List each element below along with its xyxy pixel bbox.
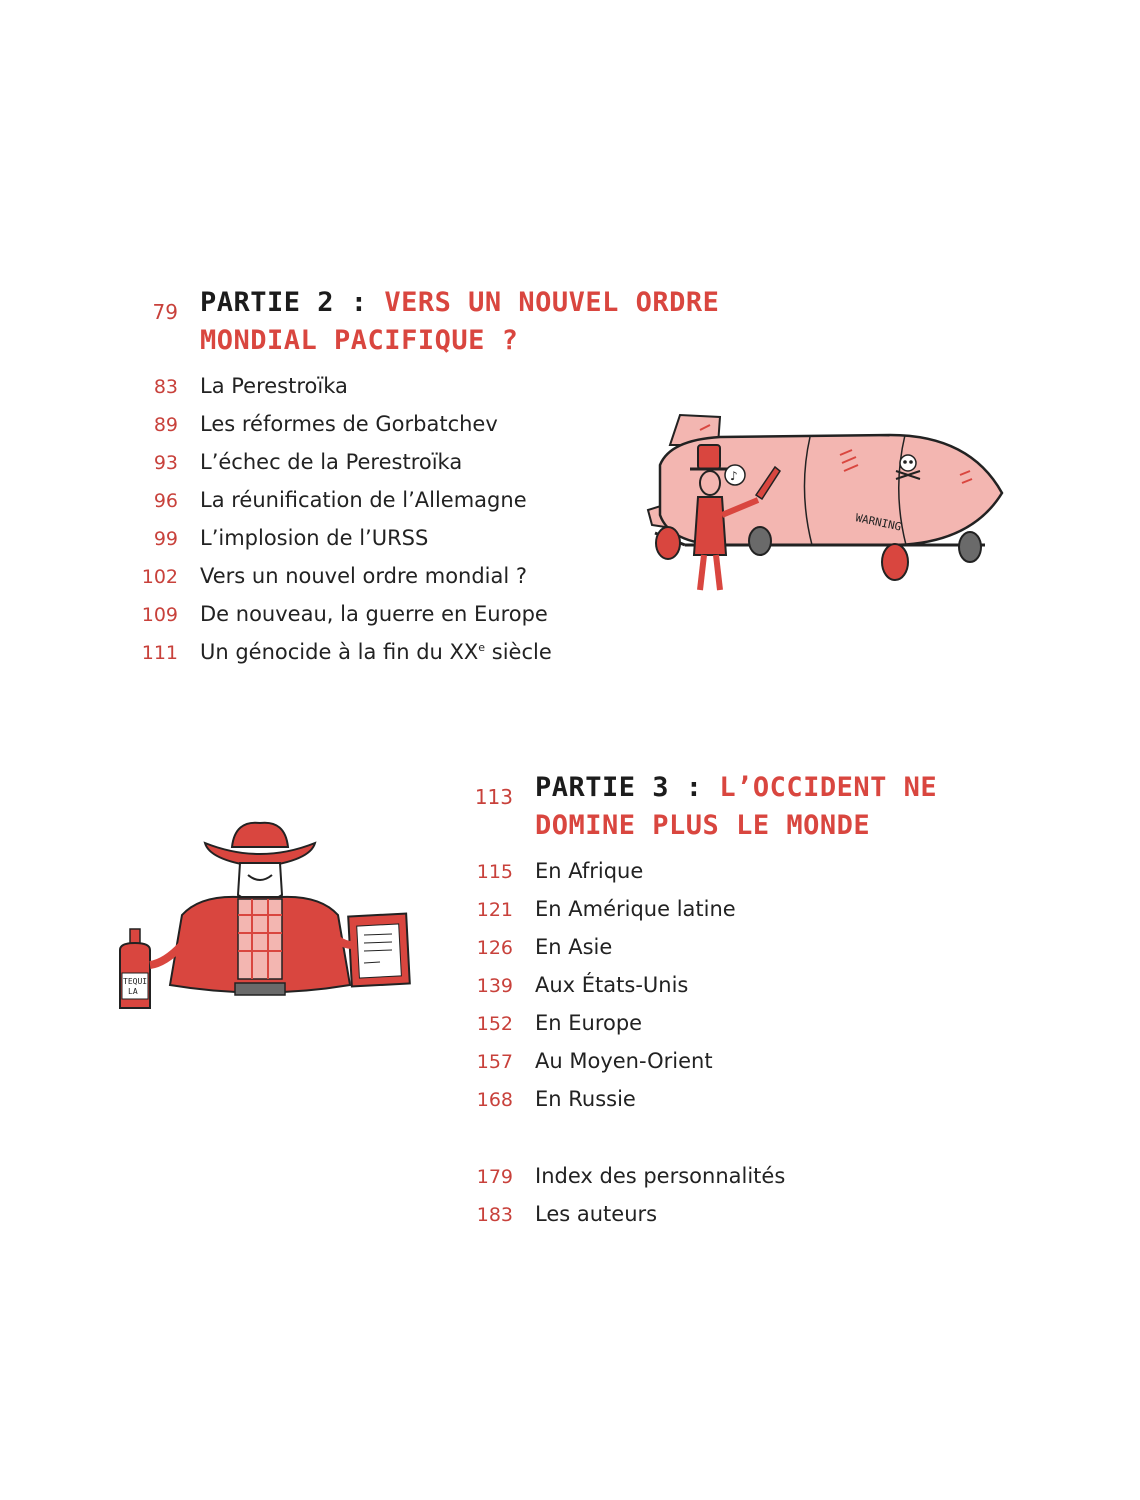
toc-entry[interactable]: [465, 893, 985, 931]
entry-page-number: 109: [141, 604, 178, 626]
toc-entry[interactable]: [465, 1198, 985, 1236]
toc-entry[interactable]: [465, 931, 985, 969]
cowboy-illustration: [110, 815, 420, 1020]
entry-title-text-end: siècle: [485, 640, 552, 664]
part-2-title: [200, 284, 760, 360]
appendix-entries: [465, 1160, 985, 1236]
part-2-heading: [130, 287, 720, 370]
entry-title-text: Un génocide à la fin du XX: [200, 640, 479, 664]
entry-page-number: 89: [153, 414, 178, 436]
entry-page-number: 115: [476, 861, 513, 883]
entry-title: En Asie: [535, 935, 613, 959]
part-3-separator: :: [669, 772, 720, 803]
entry-page-number: 83: [153, 376, 178, 398]
part-2-separator: :: [334, 287, 385, 318]
part-3-heading: [465, 772, 985, 855]
part-2-page-number: 79: [152, 300, 178, 324]
toc-entry[interactable]: [465, 969, 985, 1007]
toc-entry[interactable]: [130, 598, 650, 636]
entry-page-number: 152: [476, 1013, 513, 1035]
toc-entry[interactable]: [465, 1045, 985, 1083]
tequila-bottle: [120, 929, 150, 1008]
part-3-entries: [465, 855, 985, 1121]
entry-title: Index des personnalités: [535, 1164, 786, 1188]
toc-entry[interactable]: [130, 560, 650, 598]
part-3-label: PARTIE 3: [535, 772, 670, 803]
entry-title: La Perestroïka: [200, 374, 348, 398]
bottle-label-top: TEQUI: [123, 977, 148, 986]
entry-title: En Afrique: [535, 859, 644, 883]
entry-page-number: 93: [153, 452, 178, 474]
entry-title: En Amérique latine: [535, 897, 736, 921]
entry-title: Les réformes de Gorbatchev: [200, 412, 498, 436]
part-3-page-number: 113: [474, 785, 513, 809]
entry-title: La réunification de l’Allemagne: [200, 488, 527, 512]
toc-entry[interactable]: [130, 522, 650, 560]
entry-page-number: 157: [476, 1051, 513, 1073]
part-3-section: [465, 772, 985, 1121]
part-2-label: PARTIE 2: [200, 287, 335, 318]
entry-page-number: 139: [476, 975, 513, 997]
clipboard: [348, 914, 410, 987]
toc-entry[interactable]: [130, 446, 650, 484]
part-2-entries: [130, 370, 650, 674]
entry-page-number: 168: [476, 1089, 513, 1111]
entry-title: Au Moyen-Orient: [535, 1049, 713, 1073]
entry-title: De nouveau, la guerre en Europe: [200, 602, 548, 626]
part-2-subtitle: VERS UN NOUVEL ORDRE MONDIAL PACIFIQUE ?: [200, 287, 720, 356]
entry-title: Aux États-Unis: [535, 973, 689, 997]
entry-page-number: 121: [476, 899, 513, 921]
entry-title-superscript: e: [478, 641, 486, 654]
toc-entry[interactable]: [465, 1083, 985, 1121]
entry-title: Vers un nouvel ordre mondial ?: [200, 564, 528, 588]
part-3-title: [535, 769, 965, 845]
toc-entry[interactable]: [130, 484, 650, 522]
missile-illustration: [640, 405, 1015, 600]
entry-page-number: 102: [141, 566, 178, 588]
svg-text:♪: ♪: [730, 469, 738, 483]
toc-entry[interactable]: [130, 370, 650, 408]
entry-title: En Russie: [535, 1087, 636, 1111]
toc-entry[interactable]: [465, 1007, 985, 1045]
entry-title: L’échec de la Perestroïka: [200, 450, 463, 474]
toc-entry[interactable]: [465, 855, 985, 893]
part-3-subtitle: L’OCCIDENT NE DOMINE PLUS LE MONDE: [535, 772, 938, 841]
entry-page-number: 179: [476, 1166, 513, 1188]
toc-entry[interactable]: [130, 408, 650, 446]
appendix-section: [465, 1160, 985, 1236]
entry-page-number: 99: [153, 528, 178, 550]
entry-title: Les auteurs: [535, 1202, 658, 1226]
entry-title: L’implosion de l’URSS: [200, 526, 429, 550]
toc-entry[interactable]: [130, 636, 650, 674]
part-2-section: [130, 287, 720, 674]
toc-entry[interactable]: [465, 1160, 985, 1198]
entry-title: En Europe: [535, 1011, 643, 1035]
entry-title: [200, 640, 552, 664]
entry-page-number: 183: [476, 1204, 513, 1226]
entry-page-number: 126: [476, 937, 513, 959]
bottle-label-bottom: LA: [128, 987, 138, 996]
entry-page-number: 96: [153, 490, 178, 512]
entry-page-number: 111: [141, 642, 178, 664]
missile-warning-label: WARNING: [854, 511, 903, 534]
